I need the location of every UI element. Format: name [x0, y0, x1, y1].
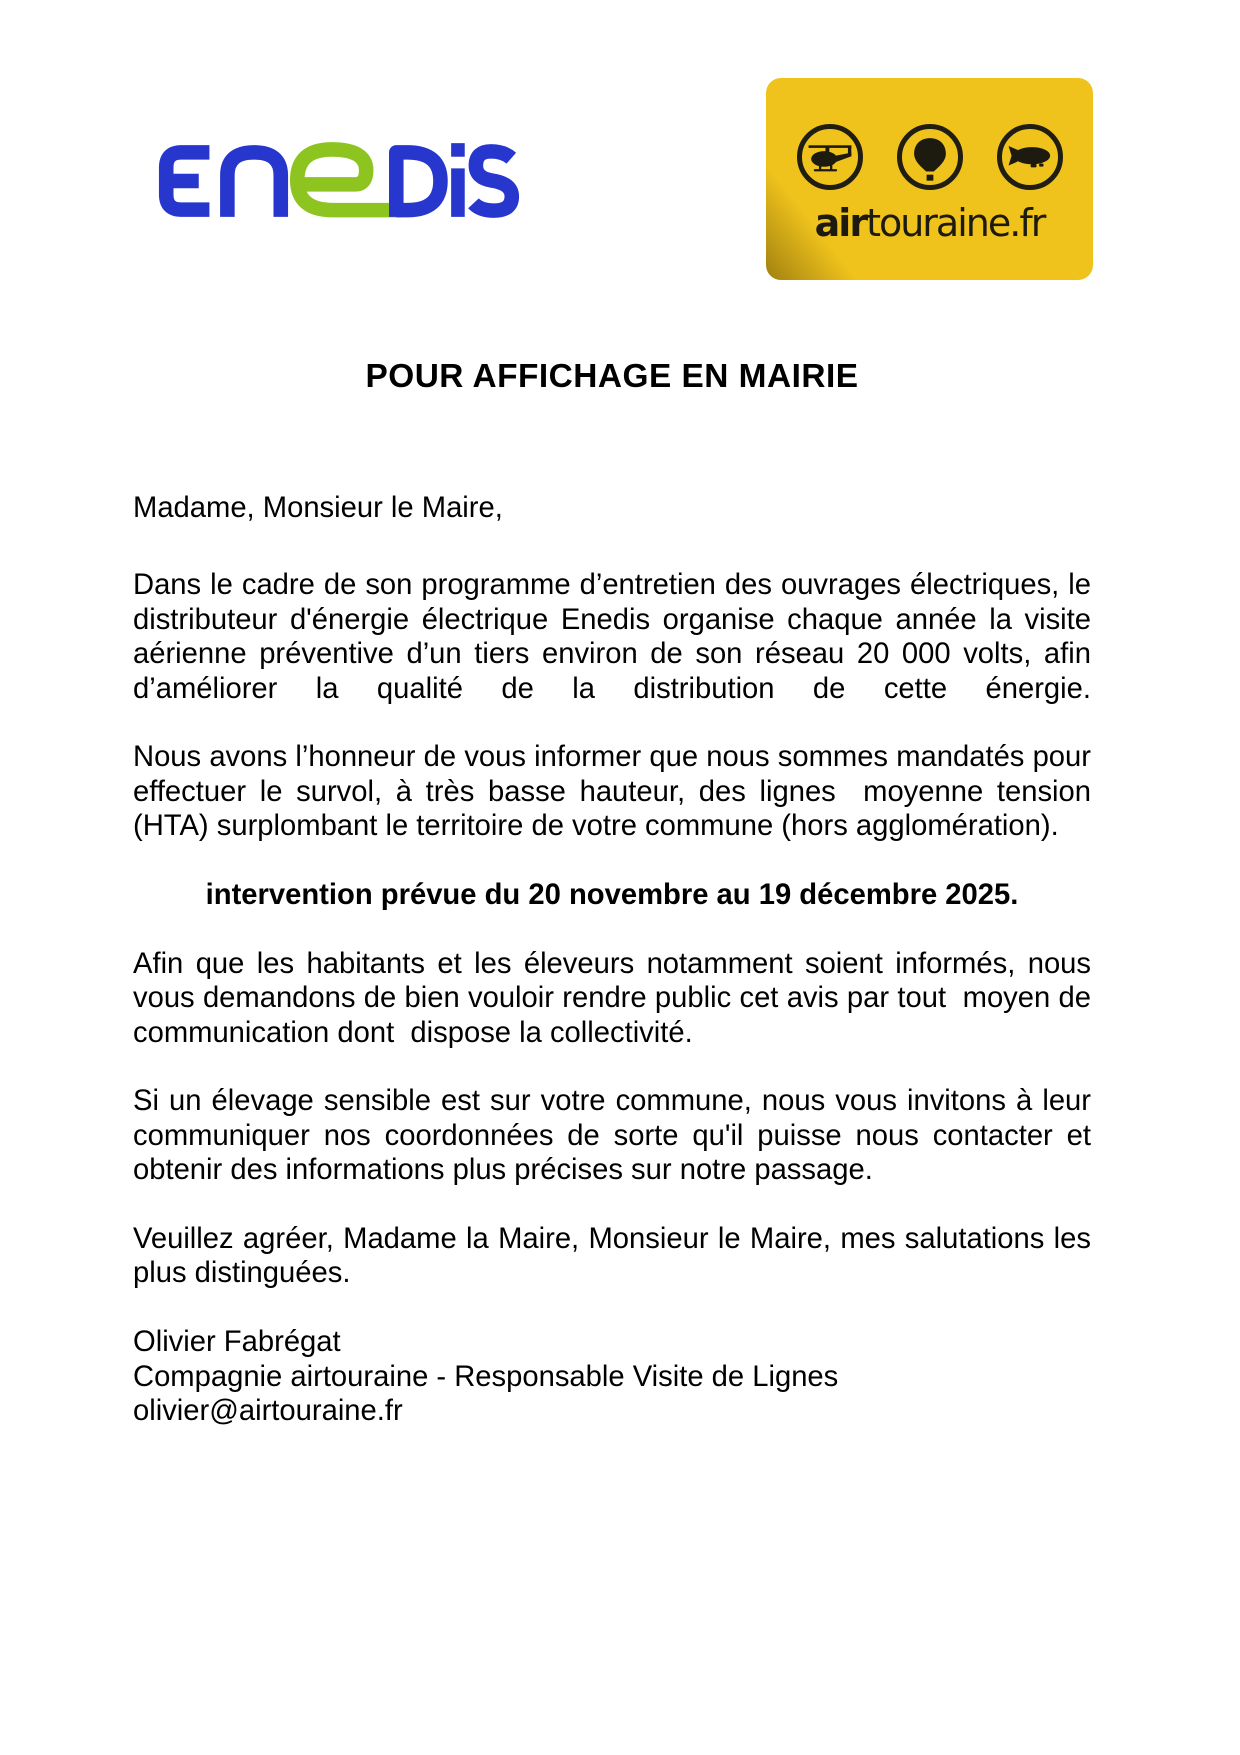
enedis-logo	[157, 142, 522, 220]
paragraph-survol: Nous avons l’honneur de vous informer que nous sommes mandatés pour effectuer le survol, à très basse hauteur, des lignes moyenne tension (HTA) surplombant le territoire de votre commune (hors agglomération).	[133, 741, 1091, 843]
page-title: POUR AFFICHAGE EN MAIRIE	[365, 358, 859, 395]
paragraph-program: Dans le cadre de son programme d’entretien des ouvrages électriques, le distributeur d'énergie électrique Enedis organise chaque année la visite aérienne préventive d’un tiers environ de son réseau 20 000 volts, afin d’améliorer la qualité de la distribution de cette énergie.	[133, 569, 1091, 705]
enedis-green-e	[297, 149, 401, 210]
airship-icon	[997, 124, 1063, 190]
paragraph-closing: Veuillez agréer, Madame la Maire, Monsieur le Maire, mes salutations les plus distinguées.	[133, 1223, 1091, 1290]
enedis-wordmark-icon	[157, 142, 522, 220]
airtouraine-word-touraine-fr: touraine.fr	[866, 201, 1045, 245]
airtouraine-logo	[766, 78, 1093, 280]
helicopter-icon	[797, 124, 863, 190]
airtouraine-icon-row	[766, 78, 1093, 190]
airtouraine-wordmark	[766, 201, 1093, 245]
signature-block	[133, 1325, 1091, 1428]
hot-air-balloon-icon	[897, 124, 963, 190]
intervention-dates: intervention prévue du 20 novembre au 19 décembre 2025.	[205, 879, 1019, 912]
letter-body	[133, 358, 1091, 1463]
airtouraine-word-air: air	[814, 201, 867, 245]
paragraph-elevage: Si un élevage sensible est sur votre commune, nous vous invitons à leur communiquer nos coordonnées de sorte qu'il puisse nous contacter et obtenir des informations plus précises sur notre passage.	[133, 1085, 1091, 1187]
signature-name: Olivier Fabrégat	[133, 1326, 341, 1359]
salutation: Madame, Monsieur le Maire,	[133, 492, 503, 524]
paragraph-habitants: Afin que les habitants et les éleveurs notamment soient informés, nous vous demandons de bien vouloir rendre public cet avis par tout moyen de communication dont dispose la collectivité.	[133, 947, 1091, 1049]
signature-role: Compagnie airtouraine - Responsable Visite de Lignes	[133, 1360, 839, 1393]
signature-email: olivier@airtouraine.fr	[133, 1395, 403, 1428]
